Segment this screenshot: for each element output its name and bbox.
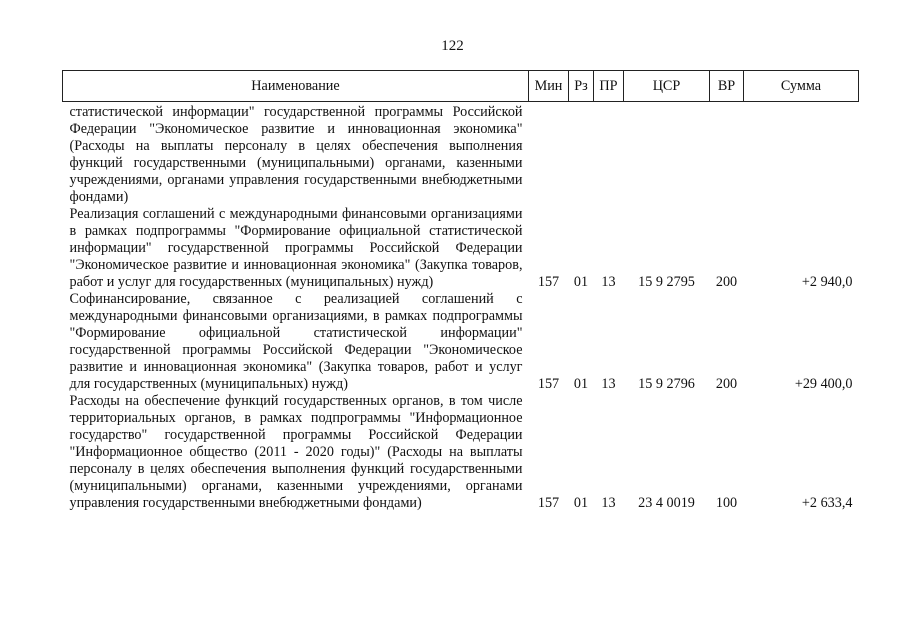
row-name: Расходы на обеспечение функций государственных органов, в том числе территориальных органов, в рамках подпрограммы "Информационное государство" государственной программы Российской Федерации "Информационное общество (2011 - 2020 годы)" (Расходы на выплаты персоналу в целях обеспечения выполнения функций государственными (муниципальными) органами, казенными учреждениями, органами управления государственными внебюджетными фондами) [69, 393, 523, 511]
row-rz: 01 [573, 376, 589, 392]
table-row [63, 102, 859, 207]
row-csr: 15 9 2796 [638, 376, 695, 392]
row-vr: 200 [715, 376, 738, 392]
row-vr: 200 [715, 274, 738, 290]
row-pr [594, 102, 624, 207]
header-csr: ЦСР [624, 71, 710, 102]
table-row [63, 393, 859, 512]
row-sum: +2 940,0 [801, 274, 853, 290]
row-name: статистической информации" государственной программы Российской Федерации "Экономическое развитие и инновационная экономика" (Расходы на выплаты персоналу в целях обеспечения выполнения функций государственными (муниципальными) органами, казенными учреждениями, органами управления государственными внебюджетными фондами) [69, 104, 523, 205]
page-number: 122 [441, 38, 464, 54]
table-row [63, 291, 859, 393]
row-name: Софинансирование, связанное с реализацией соглашений с международными финансовыми организациями, в рамках подпрограммы "Формирование официальной статистической информации" государственной программы Российской Федерации "Экономическое развитие и инновационная экономика" (Закупка товаров, работ и услуг для государственных (муниципальных) нужд) [69, 291, 523, 392]
row-min: 157 [537, 495, 560, 511]
row-sum: +2 633,4 [801, 495, 853, 511]
row-rz: 01 [573, 495, 589, 511]
row-sum: +29 400,0 [794, 376, 853, 392]
header-name: Наименование [63, 71, 529, 102]
row-min: 157 [537, 274, 560, 290]
row-csr: 23 4 0019 [638, 495, 695, 511]
row-rz: 01 [573, 274, 589, 290]
header-rz: Рз [569, 71, 594, 102]
table-row [63, 206, 859, 291]
row-pr: 13 [601, 376, 616, 392]
budget-table [62, 70, 859, 512]
row-pr: 13 [601, 495, 616, 511]
row-min: 157 [537, 376, 560, 392]
row-rz [569, 102, 594, 207]
row-csr [624, 102, 710, 207]
header-vr: ВР [710, 71, 744, 102]
row-vr [710, 102, 744, 207]
row-vr: 100 [715, 495, 738, 511]
row-min [529, 102, 569, 207]
row-pr: 13 [601, 274, 616, 290]
row-name: Реализация соглашений с международными финансовыми организациями в рамках подпрограммы "Формирование официальной статистической информации" государственной программы Российской Федерации "Экономическое развитие и инновационная экономика" (Закупка товаров, работ и услуг для государственных (муниципальных) нужд) [69, 206, 523, 290]
row-sum [744, 102, 859, 207]
row-csr: 15 9 2795 [638, 274, 695, 290]
table-header-row [63, 71, 859, 102]
header-min: Мин [529, 71, 569, 102]
header-sum: Сумма [744, 71, 859, 102]
header-pr: ПР [594, 71, 624, 102]
